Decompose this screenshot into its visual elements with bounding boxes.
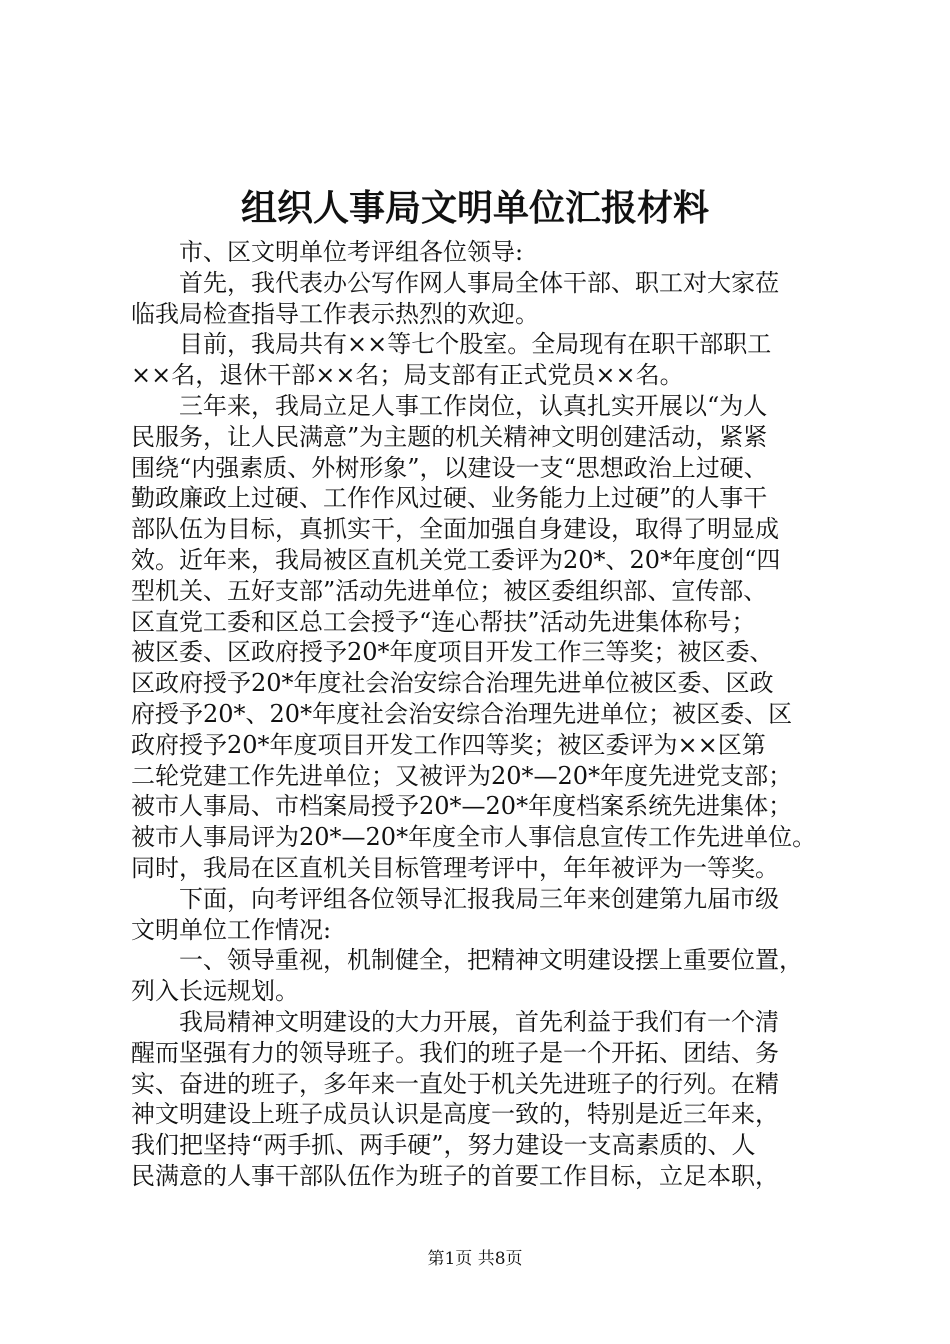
text-line: 临我局检查指导工作表示热烈的欢迎。: [131, 299, 539, 328]
text-line: ××名，退休干部××名；局支部有正式党员××名。: [131, 361, 684, 390]
text-line: 被市人事局评为20*—20*年度全市人事信息宣传工作先进单位。: [131, 823, 817, 852]
text-line: 民满意的人事干部队伍作为班子的首要工作目标，立足本职，: [131, 1161, 779, 1190]
text-line: 型机关、五好支部”活动先进单位；被区委组织部、宣传部、: [131, 576, 768, 605]
text-line: 一、领导重视，机制健全，把精神文明建设摆上重要位置，: [179, 946, 803, 975]
text-line: 二轮党建工作先进单位；又被评为20*—20*年度先进党支部；: [131, 761, 793, 790]
text-line: 首先，我代表办公写作网人事局全体干部、职工对大家莅: [179, 268, 779, 297]
text-line: 民服务，让人民满意”为主题的机关精神文明创建活动，紧紧: [131, 422, 768, 451]
text-line: 醒而坚强有力的领导班子。我们的班子是一个开拓、团结、务: [131, 1038, 779, 1067]
text-line: 效。近年来，我局被区直机关党工委评为20*、20*年度创“四: [131, 545, 781, 574]
text-line: 神文明建设上班子成员认识是高度一致的，特别是近三年来，: [131, 1100, 779, 1129]
document-body: [131, 237, 831, 1192]
text-line: 围绕“内强素质、外树形象”，以建设一支“思想政治上过硬、: [131, 453, 768, 482]
text-line: 同时，我局在区直机关目标管理考评中，年年被评为一等奖。: [131, 853, 779, 882]
text-line: 区直党工委和区总工会授予“连心帮扶”活动先进集体称号；: [131, 607, 756, 636]
text-line: 部队伍为目标，真抓实干，全面加强自身建设，取得了明显成: [131, 515, 779, 544]
text-line: 下面，向考评组各位领导汇报我局三年来创建第九届市级: [179, 884, 779, 913]
text-line: 三年来，我局立足人事工作岗位，认真扎实开展以“为人: [179, 391, 768, 420]
text-line: 我们把坚持“两手抓、两手硬”，努力建设一支高素质的、人: [131, 1131, 756, 1160]
text-line: 文明单位工作情况:: [131, 915, 332, 944]
text-line: 市、区文明单位考评组各位领导:: [179, 238, 524, 266]
text-line: 被市人事局、市档案局授予20*—20*年度档案系统先进集体；: [131, 792, 793, 821]
text-line: 目前，我局共有××等七个股室。全局现有在职干部职工: [179, 330, 772, 359]
document-title: 组织人事局文明单位汇报材料: [240, 188, 709, 229]
text-line: 政府授予20*年度项目开发工作四等奖；被区委评为××区第: [131, 730, 766, 759]
text-line: 勤政廉政上过硬、工作作风过硬、业务能力上过硬”的人事干: [131, 484, 768, 513]
text-line: 实、奋进的班子，多年来一直处于机关先进班子的行列。在精: [131, 1069, 779, 1098]
text-line: 府授予20*、20*年度社会治安综合治理先进单位；被区委、区: [131, 699, 793, 728]
text-line: 区政府授予20*年度社会治安综合治理先进单位被区委、区政: [131, 669, 774, 698]
text-line: 被区委、区政府授予20*年度项目开发工作三等奖；被区委、: [131, 638, 774, 667]
text-line: 我局精神文明建设的大力开展，首先利益于我们有一个清: [179, 1007, 779, 1036]
text-line: 列入长远规划。: [131, 977, 299, 1006]
page-number-footer: 第1页 共8页: [427, 1249, 523, 1269]
